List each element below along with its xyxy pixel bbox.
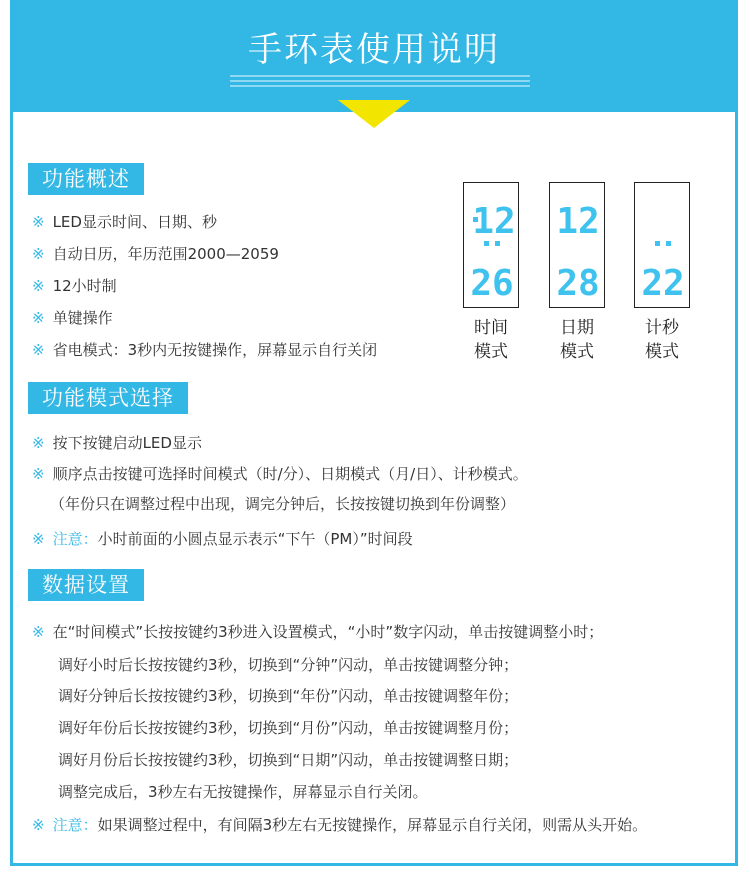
reference-mark-icon: ※ xyxy=(32,309,45,327)
list-item: ※ LED显示时间、日期、秒 xyxy=(32,213,217,231)
step-line: 调好年份后长按按键约3秒，切换到“月份”闪动，单击按键调整月份； xyxy=(58,719,519,737)
list-item: ※ 12小时制 xyxy=(32,277,117,295)
time-mode-digits xyxy=(464,183,520,309)
step-line: 调整完成后，3秒左右无按键操作，屏幕显示自行关闭。 xyxy=(58,783,428,801)
seconds-mode-display xyxy=(634,182,690,308)
note-item: ※ 注意：小时前面的小圆点显示表示“下午（PM）”时间段 xyxy=(32,530,413,548)
month-digits: 12 xyxy=(556,201,600,242)
hour-digits: 12 xyxy=(472,201,516,242)
list-item: ※ 单键操作 xyxy=(32,309,113,327)
reference-mark-icon: ※ xyxy=(32,816,45,834)
reference-mark-icon: ※ xyxy=(32,245,45,263)
list-item: ※ 顺序点击按键可选择时间模式（时/分）、日期模式（月/日）、计秒模式。 xyxy=(32,465,528,483)
reference-mark-icon: ※ xyxy=(32,623,45,641)
note-label: 注意： xyxy=(52,816,98,834)
seconds-mode-digits xyxy=(635,183,691,309)
down-arrow-icon xyxy=(338,100,410,128)
date-mode-display xyxy=(549,182,605,308)
reference-mark-icon: ※ xyxy=(32,434,45,452)
step-line: 调好月份后长按按键约3秒，切换到“日期”闪动，单击按键调整日期； xyxy=(58,751,519,769)
date-mode-digits xyxy=(550,183,606,309)
reference-mark-icon: ※ xyxy=(32,465,45,483)
page-title: 手环表使用说明 xyxy=(248,30,500,70)
section-title-data-setting: 数据设置 xyxy=(28,569,144,601)
sub-note: （年份只在调整过程中出现，调完分钟后，长按按键切换到年份调整） xyxy=(50,495,516,513)
section-title-mode-select: 功能模式选择 xyxy=(28,382,188,414)
note-label: 注意： xyxy=(52,530,98,548)
section-title-overview: 功能概述 xyxy=(28,163,144,195)
seconds-mode-label: 计秒 模式 xyxy=(645,318,679,362)
step-line: 调好分钟后长按按键约3秒，切换到“年份”闪动，单击按键调整年份； xyxy=(58,687,519,705)
list-item: ※ 自动日历，年历范围2000—2059 xyxy=(32,245,279,263)
day-digits: 28 xyxy=(556,263,600,304)
note-item: ※ 注意：如果调整过程中，有间隔3秒左右无按键操作，屏幕显示自行关闭，则需从头开始。 xyxy=(32,816,648,834)
reference-mark-icon: ※ xyxy=(32,530,45,548)
step-line: 调好小时后长按按键约3秒，切换到“分钟”闪动，单击按键调整分钟； xyxy=(58,656,519,674)
time-mode-display xyxy=(463,182,519,308)
list-item: ※ 按下按键启动LED显示 xyxy=(32,434,202,452)
list-item: ※ 在“时间模式”长按按键约3秒进入设置模式，“小时”数字闪动，单击按键调整小时； xyxy=(32,623,604,641)
banner-decorative-text xyxy=(230,72,530,92)
minute-digits: 26 xyxy=(470,263,514,304)
reference-mark-icon: ※ xyxy=(32,213,45,231)
colon-dot-icon xyxy=(666,241,671,246)
reference-mark-icon: ※ xyxy=(32,341,45,359)
time-mode-label: 时间 模式 xyxy=(474,318,508,362)
list-item: ※ 省电模式：3秒内无按键操作，屏幕显示自行关闭 xyxy=(32,341,378,359)
date-mode-label: 日期 模式 xyxy=(560,318,594,362)
seconds-digits: 22 xyxy=(641,263,685,304)
colon-dot-icon xyxy=(655,241,660,246)
header-banner xyxy=(10,0,738,112)
reference-mark-icon: ※ xyxy=(32,277,45,295)
